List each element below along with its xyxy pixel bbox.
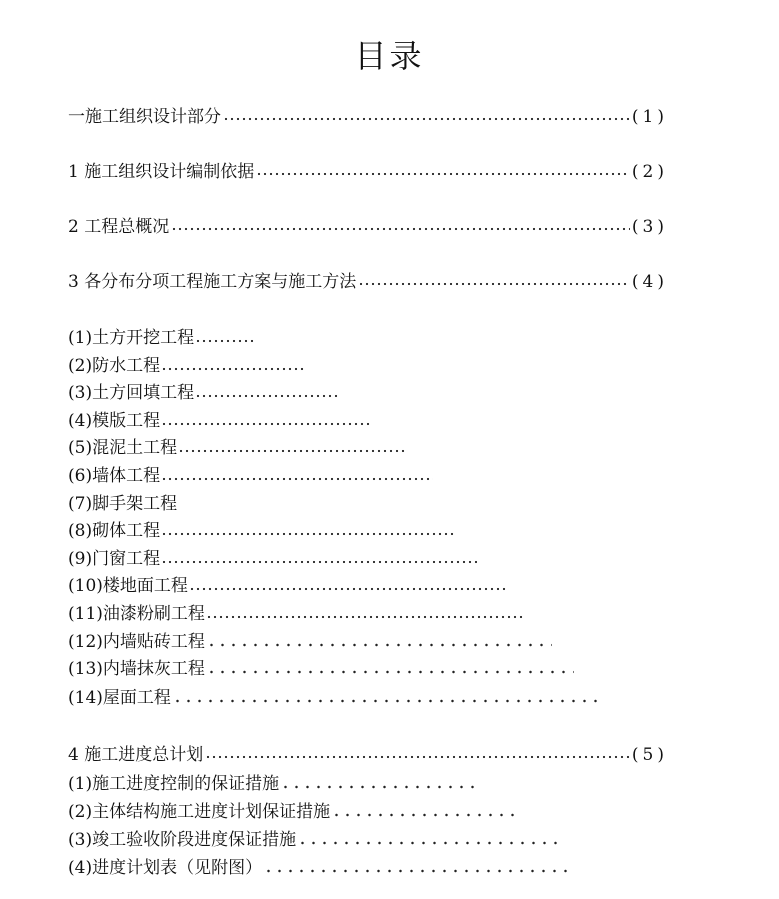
toc-subentry-label: (1)土方开挖工程	[68, 328, 195, 348]
toc-subentry	[68, 547, 477, 571]
toc-page-number: (5)	[631, 745, 668, 765]
toc-subentry-label: (5)混泥土工程	[68, 438, 178, 458]
dot-leader	[358, 282, 630, 286]
toc-subentry-label: (2)主体结构施工进度计划保证措施	[68, 802, 331, 822]
toc-subentry	[68, 464, 433, 488]
document-title: 目录	[354, 37, 425, 75]
toc-subentry	[68, 772, 480, 796]
dot-leader	[206, 670, 574, 674]
toc-subentry-label: (9)门窗工程	[68, 549, 161, 569]
toc-entry-label: 4 施工进度总计划	[68, 745, 204, 765]
toc-subentry	[68, 800, 517, 824]
toc-entry	[68, 215, 668, 239]
toc-subentry-label: (7)脚手架工程	[68, 494, 178, 514]
dot-leader	[205, 755, 630, 759]
toc-page-number: (1)	[631, 107, 668, 127]
dot-leader	[195, 339, 255, 343]
dot-leader	[206, 643, 552, 647]
dot-leader	[195, 394, 339, 398]
toc-subentry-label: (6)墙体工程	[68, 466, 161, 486]
toc-entry-label: 3 各分布分项工程施工方案与施工方法	[68, 272, 357, 292]
toc-subentry	[68, 602, 524, 626]
toc-subentry-label: (3)土方回填工程	[68, 383, 195, 403]
toc-subentry-label: (2)防水工程	[68, 356, 161, 376]
dot-leader	[161, 422, 371, 426]
toc-subentry	[68, 828, 561, 852]
toc-subentry-label: (12)内墙贴砖工程	[68, 632, 205, 652]
toc-subentry-label: (4)进度计划表（见附图）	[68, 858, 263, 878]
dot-leader	[161, 532, 455, 536]
toc-page-number: (4)	[631, 272, 668, 292]
toc-subentry	[68, 381, 339, 405]
dot-leader	[206, 615, 524, 619]
toc-subentry	[68, 354, 305, 378]
dot-leader	[263, 869, 575, 873]
toc-subentry-label: (11)油漆粉刷工程	[68, 604, 205, 624]
toc-subentry	[68, 657, 574, 681]
toc-entry-label: 1 施工组织设计编制依据	[68, 162, 255, 182]
toc-page-number: (2)	[631, 162, 668, 182]
toc-entry	[68, 270, 668, 294]
dot-leader	[280, 785, 480, 789]
toc-entry-label: 一施工组织设计部分	[68, 107, 221, 127]
toc-subentry-label: (14)屋面工程	[68, 688, 171, 708]
toc-entry	[68, 160, 668, 184]
dot-leader	[223, 117, 630, 121]
dot-leader	[256, 172, 630, 176]
toc-subentry	[68, 519, 455, 543]
toc-subentry-label: (13)内墙抹灰工程	[68, 659, 205, 679]
toc-subentry	[68, 630, 552, 654]
dot-leader	[178, 449, 406, 453]
toc-entry	[68, 105, 668, 129]
dot-leader	[161, 560, 477, 564]
toc-subentry-label: (4)模版工程	[68, 411, 161, 431]
dot-leader	[161, 477, 433, 481]
toc-subentry	[68, 574, 507, 598]
toc-subentry	[68, 436, 406, 460]
toc-entry	[68, 743, 668, 767]
dot-leader	[161, 367, 305, 371]
toc-subentry-label: (8)砌体工程	[68, 521, 161, 541]
toc-subentry	[68, 492, 177, 516]
toc-subentry-label: (1)施工进度控制的保证措施	[68, 774, 280, 794]
toc-subentry	[68, 686, 602, 710]
toc-subentry	[68, 856, 575, 880]
dot-leader	[189, 587, 507, 591]
toc-subentry	[68, 326, 255, 350]
toc-subentry	[68, 409, 371, 433]
toc-entry-label: 2 工程总概况	[68, 217, 170, 237]
toc-subentry-label: (10)楼地面工程	[68, 576, 188, 596]
dot-leader	[297, 841, 561, 845]
dot-leader	[172, 699, 602, 703]
dot-leader	[331, 813, 517, 817]
dot-leader	[171, 227, 630, 231]
toc-page-number: (3)	[631, 217, 668, 237]
toc-subentry-label: (3)竣工验收阶段进度保证措施	[68, 830, 297, 850]
